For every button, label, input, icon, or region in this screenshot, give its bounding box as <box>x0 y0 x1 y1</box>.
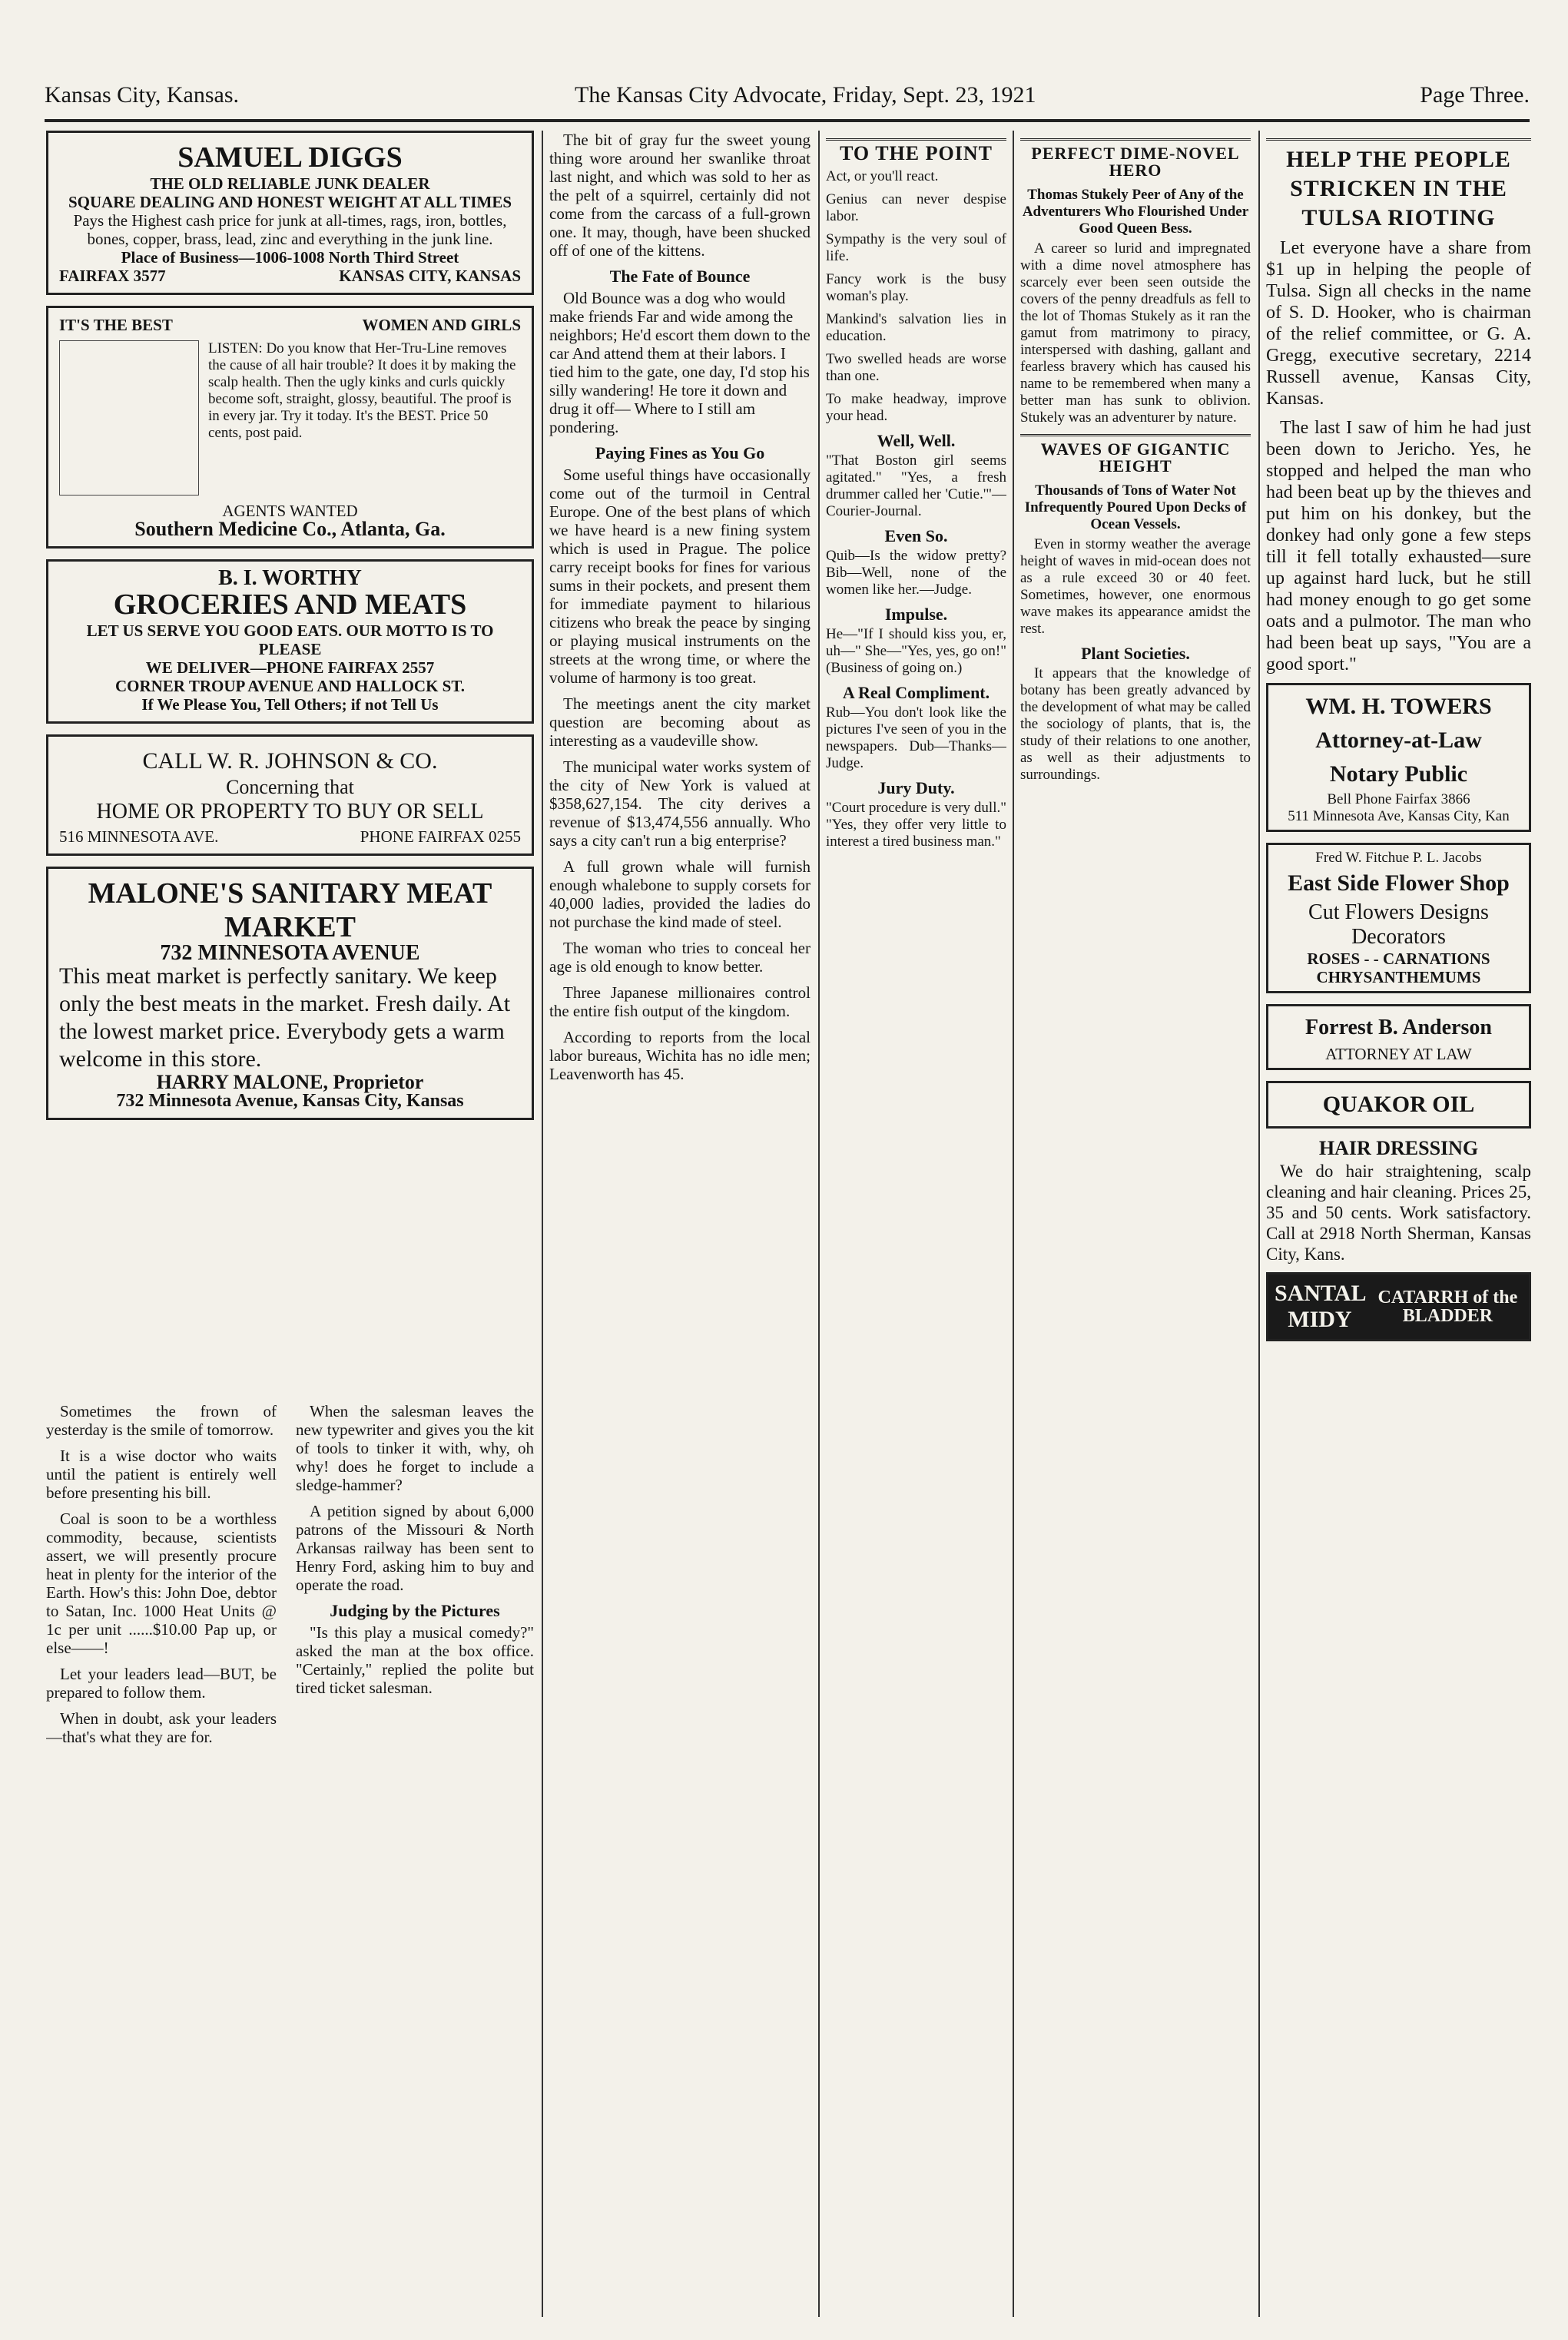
column-3 <box>826 131 1006 2312</box>
paragraph: "Is this play a musical comedy?" asked the man at the box office. "Certainly," replied the polite but tired ticket salesman. <box>296 1623 534 1697</box>
heading: HAIR DRESSING <box>1318 1137 1479 1159</box>
paragraph: The municipal water works system of the city of New York is valued at $358,627,154. The city derives a revenue of $13,474,556 annually. Who says a city can't run a big enterprise? <box>549 757 811 850</box>
paragraph: When the salesman leaves the new typewriter and gives you the kit of tools to tinker it with, why, oh why! does he forget to include a sledge-hammer? <box>296 1402 534 1494</box>
paragraph: Coal is soon to be a worthless commodity, because, scientists assert, we will presently procure heat in plenty for the interior of the Earth. How's this: John Doe, debtor to Satan, Inc. 1000 Heat Units @ 1c per unit ......$10.00 Pap up, or else——! <box>46 1510 277 1657</box>
ad-line: CORNER TROUP AVENUE AND HALLOCK ST. <box>114 677 466 695</box>
heading: Jury Duty. <box>877 778 955 797</box>
ad-title: SAMUEL DIGGS <box>177 141 403 174</box>
ad-title: Forrest B. Anderson <box>1305 1016 1492 1039</box>
ad-title: B. I. WORTHY <box>218 566 362 590</box>
lower-column-2 <box>296 1402 534 2316</box>
paragraph: It appears that the knowledge of botany has been greatly advanced by the development of what may be called the sociology of plants, that is, the study of their relations to one another, as well as their adjustments to surroundings. <box>1020 665 1251 783</box>
subheading: Thomas Stukely Peer of Any of the Adventurers Who Flourished Under Good Queen Bess. <box>1022 187 1249 237</box>
ad-towers <box>1266 683 1531 832</box>
ad-worthy <box>46 559 534 724</box>
ad-address: 732 MINNESOTA AVENUE <box>160 941 420 965</box>
ad-line: Attorney-at-Law <box>1315 728 1482 753</box>
quip: To make headway, improve your head. <box>826 391 1006 424</box>
ad-title: East Side Flower Shop <box>1288 870 1510 896</box>
section-title: TO THE POINT <box>826 138 1006 162</box>
ad-phone: Bell Phone Fairfax 3866 <box>1327 791 1470 807</box>
ad-title: SANTAL MIDY <box>1275 1281 1367 1332</box>
heading: The Fate of Bounce <box>609 267 751 286</box>
quip: Mankind's salvation lies in education. <box>826 311 1006 344</box>
masthead <box>45 73 1530 122</box>
ad-line: ATTORNEY AT LAW <box>1325 1045 1472 1063</box>
joke: "That Boston girl seems agitated." "Yes, a fresh drummer called her 'Cutie.'"—Courier-Journal. <box>826 452 1006 519</box>
paragraph: The meetings anent the city market question are becoming about as interesting as a vaudeville show. <box>549 694 811 750</box>
subheading: Thousands of Tons of Water Not Infrequently Poured Upon Decks of Ocean Vessels. <box>1024 482 1247 532</box>
column-rule <box>818 131 820 2317</box>
joke: Quib—Is the widow pretty? Bib—Well, none of the women like her.—Judge. <box>826 548 1006 598</box>
poem: Old Bounce was a dog who would make friends Far and wide among the neighbors; He'd escort them down to the car And attend them at their labors. I tied him to the gate, one day, I'd stop his silly wandering! He tore it down and drug it off— Where to I still am pondering. <box>549 289 811 436</box>
ad-line: Cut Flowers Designs Decorators <box>1308 900 1489 949</box>
ad-subtitle: GROCERIES AND MEATS <box>113 588 467 621</box>
ad-quakor-oil <box>1266 1081 1531 1129</box>
dateline-left: Kansas City, Kansas. <box>45 82 240 108</box>
ad-line: Notary Public <box>1329 761 1468 787</box>
ad-line: Concerning that <box>226 776 354 798</box>
quip: Fancy work is the busy woman's play. <box>826 271 1006 304</box>
section-title: HELP THE PEOPLE STRICKEN IN THE TULSA RIOTING <box>1266 138 1531 233</box>
heading: Judging by the Pictures <box>330 1601 500 1620</box>
ad-body: Pays the Highest cash price for junk at all-times, rags, iron, bottles, bones, copper, brass, lead, zinc and everything in the junk line. <box>73 211 507 248</box>
page-number: Page Three. <box>1420 82 1530 108</box>
column-rule <box>1013 131 1014 2317</box>
heading: Well, Well. <box>877 431 956 450</box>
paragraph: Sometimes the frown of yesterday is the smile of tomorrow. <box>46 1402 277 1439</box>
ad-names: Fred W. Fitchue P. L. Jacobs <box>1315 850 1482 866</box>
ad-phone: FAIRFAX 3577 <box>59 267 166 285</box>
heading: A Real Compliment. <box>842 683 990 702</box>
ad-left-title: IT'S THE BEST <box>59 316 173 334</box>
ad-subtitle: THE OLD RELIABLE JUNK DEALER <box>150 174 430 193</box>
ad-flower-shop <box>1266 843 1531 993</box>
paragraph: Let everyone have a share from $1 up in helping the people of Tulsa. Sign all checks in the name of S. D. Hooker, who is chairman of the relief committee, or G. A. Gregg, executive secretary, 2214 Russell avenue, Kansas City, Kansas. <box>1266 238 1531 409</box>
column-rule <box>1258 131 1260 2317</box>
ad-company: Southern Medicine Co., Atlanta, Ga. <box>134 518 446 540</box>
ad-line: CATARRH of the BLADDER <box>1377 1288 1518 1326</box>
paragraph: The woman who tries to conceal her age is old enough to know better. <box>549 939 811 976</box>
paragraph: A petition signed by about 6,000 patrons of the Missouri & North Arkansas railway has been sent to Henry Ford, asking him to buy and operate the road. <box>296 1502 534 1594</box>
paragraph: Three Japanese millionaires control the entire fish output of the kingdom. <box>549 983 811 1020</box>
ad-body: LISTEN: Do you know that Her-Tru-Line removes the cause of all hair trouble? It does it by making the scalp health. Then the ugly kinks and curls quickly become soft, straight, glossy, beautiful. The proof is in every jar. Try it today. It's the BEST. Price 50 cents, post paid. <box>208 340 516 441</box>
ad-address: Place of Business—1006-1008 North Third Street <box>121 248 459 267</box>
paragraph: When in doubt, ask your leaders—that's what they are for. <box>46 1709 277 1746</box>
ad-address: 511 Minnesota Ave, Kansas City, Kan <box>1288 808 1510 824</box>
ad-title: WM. H. TOWERS <box>1305 694 1492 719</box>
paragraph: A full grown whale will furnish enough whalebone to supply corsets for 40,000 ladies, provided the ladies do not purchase the kind made of steel. <box>549 857 811 931</box>
section-title: PERFECT DIME-NOVEL HERO <box>1020 138 1251 179</box>
ad-line: If We Please You, Tell Others; if not Tell Us <box>141 695 439 714</box>
column-4 <box>1020 131 1251 2312</box>
portrait-image <box>59 340 199 496</box>
ad-line: WE DELIVER—PHONE FAIRFAX 2557 <box>145 658 435 677</box>
joke: Rub—You don't look like the pictures I've seen of you in the newspapers. Dub—Thanks—Judge. <box>826 704 1006 771</box>
ad-title: MALONE'S SANITARY MEAT MARKET <box>88 877 492 943</box>
heading: Impulse. <box>884 605 948 624</box>
quip: Act, or you'll react. <box>826 168 939 184</box>
quip: Sympathy is the very soul of life. <box>826 231 1006 264</box>
section-title: WAVES OF GIGANTIC HEIGHT <box>1020 434 1251 475</box>
ad-city: KANSAS CITY, KANSAS <box>339 267 521 285</box>
paragraph: According to reports from the local labor bureaus, Wichita has no idle men; Leavenworth has 45. <box>549 1028 811 1083</box>
paragraph: Even in stormy weather the average height of waves in mid-ocean does not as a rule exceed 30 or 40 feet. Sometimes, however, one enormous wave makes its appearance amidst the rest. <box>1020 536 1251 637</box>
ad-line: LET US SERVE YOU GOOD EATS. OUR MOTTO IS TO PLEASE <box>86 621 494 658</box>
paper-title: The Kansas City Advocate, Friday, Sept. 23, 1921 <box>575 82 1036 108</box>
quip: Two swelled heads are worse than one. <box>826 351 1006 384</box>
paragraph: It is a wise doctor who waits until the patient is entirely well before presenting his bill. <box>46 1447 277 1502</box>
ad-line: HOME OR PROPERTY TO BUY OR SELL <box>96 800 484 824</box>
ad-right-title: WOMEN AND GIRLS <box>362 316 521 334</box>
column-rule <box>542 131 543 2317</box>
heading: Even So. <box>884 526 948 545</box>
ad-proprietor: HARRY MALONE, Proprietor <box>156 1071 424 1093</box>
joke: He—"If I should kiss you, er, uh—" She—"Yes, yes, go on!" (Business of going on.) <box>826 626 1006 676</box>
ad-address: 516 MINNESOTA AVE. <box>59 827 219 846</box>
ad-samuel-diggs <box>46 131 534 295</box>
ad-title: CALL W. R. JOHNSON & CO. <box>142 748 438 774</box>
ad-women-and-girls <box>46 306 534 549</box>
ad-johnson <box>46 734 534 856</box>
paragraph: The last I saw of him he had just been down to Jericho. Yes, he stopped and helped the man who had been beat up by the thieves and put him on his donkey, but the donkey had only gone a few steps till it fell totally exhausted—sure up against hard luck, but he still had money enough to go get some oats and a pulmotor. The man who had been beat up says, "You are a good sport." <box>1266 418 1531 674</box>
paragraph: Some useful things have occasionally come out of the turmoil in Central Europe. One of the best plans of which we have heard is a new fining system which is used in Prague. The police carry receipt books for fines for various sums in their pockets, and present them for immediate payment to hilarious citizens who break the peace by singing or playing musical instruments on the streets at the wrong time, or where the volume of harmony is too great. <box>549 466 811 687</box>
joke: "Court procedure is very dull." "Yes, they offer very little to interest a tired business man." <box>826 800 1006 850</box>
ad-anderson <box>1266 1004 1531 1070</box>
ad-body: This meat market is perfectly sanitary. We keep only the best meats in the market. Fresh daily. At the lowest market price. Everybody gets a warm welcome in this store. <box>59 963 511 1072</box>
paragraph: Let your leaders lead—BUT, be prepared to follow them. <box>46 1665 277 1702</box>
ad-tagline: SQUARE DEALING AND HONEST WEIGHT AT ALL TIMES <box>68 193 512 211</box>
heading: Paying Fines as You Go <box>595 443 765 462</box>
lower-column-1 <box>46 1402 277 2316</box>
paragraph: A career so lurid and impregnated with a dime novel atmosphere has scarcely ever been seen outside the covers of the penny dreadfuls as fell to the lot of Thomas Stukely as it ran the gamut from matrimony to piracy, interspersed with dashing, gallant and fearless bravery which has caused his name to be remembered when many a better man has sunk to oblivion. Stukely was an adventurer by nature. <box>1020 240 1251 426</box>
ad-santal-midy <box>1266 1272 1531 1341</box>
column-5 <box>1266 131 1531 2312</box>
column-2 <box>549 131 811 2312</box>
ad-agents: AGENTS WANTED <box>222 502 358 520</box>
ad-malone <box>46 867 534 1120</box>
heading: Plant Societies. <box>1081 644 1190 663</box>
ad-phone: PHONE FAIRFAX 0255 <box>360 827 521 846</box>
ad-title: QUAKOR OIL <box>1322 1092 1475 1117</box>
ad-line: ROSES - - CARNATIONS <box>1307 950 1490 968</box>
ad-column <box>46 131 534 1390</box>
paragraph: We do hair straightening, scalp cleaning and hair cleaning. Prices 25, 35 and 50 cents. Work satisfactory. Call at 2918 North Sherman, Kansas City, Kans. <box>1266 1162 1531 1264</box>
ad-line: CHRYSANTHEMUMS <box>1316 968 1481 986</box>
paragraph: The bit of gray fur the sweet young thing wore around her swanlike throat last night, and which was sold to her as the pelt of a squirrel, certainly did not come from the carcass of a full-grown one. It may, though, have been shucked off of one of the kittens. <box>549 131 811 260</box>
ad-footer: 732 Minnesota Avenue, Kansas City, Kansas <box>116 1091 464 1111</box>
quip: Genius can never despise labor. <box>826 191 1006 224</box>
